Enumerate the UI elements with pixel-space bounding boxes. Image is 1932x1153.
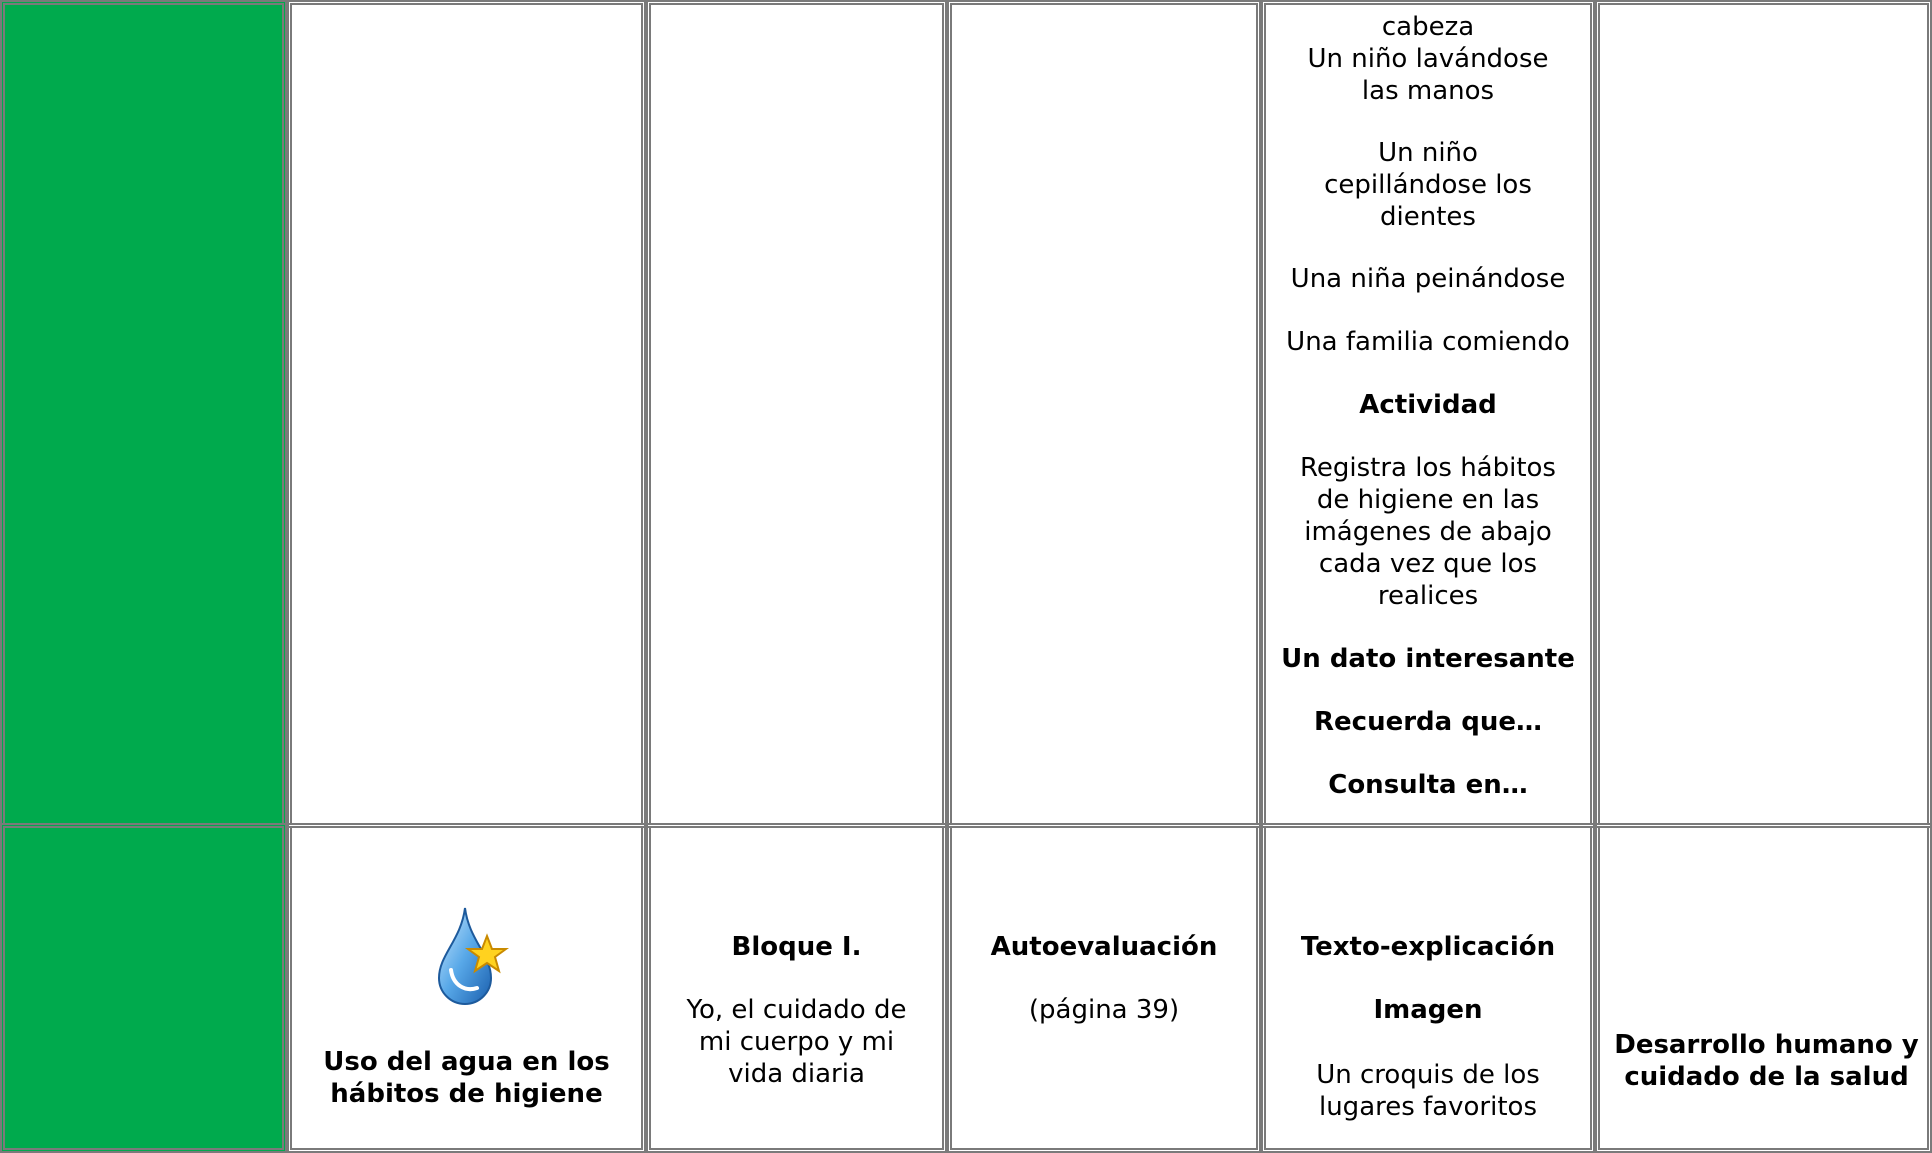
evaluation-page: (página 39) <box>1028 995 1180 1025</box>
topic-title: Uso del agua en los hábitos de higiene <box>323 1047 610 1109</box>
axis-title: Desarrollo humano y cuidado de la salud <box>1614 1030 1919 1092</box>
resource-image-label: Imagen <box>1373 995 1483 1025</box>
water-drop-star-icon <box>431 900 511 1010</box>
resource-line-consulta: Consulta en… <box>1328 770 1528 800</box>
evaluation-title: Autoevaluación <box>990 932 1218 962</box>
resource-line-peinandose: Una niña peinándose <box>1290 264 1566 294</box>
resource-line-recuerda: Recuerda que… <box>1314 707 1542 737</box>
resource-image-description: Un croquis de los lugares favoritos <box>1316 1060 1540 1122</box>
row2-axis-cell <box>1595 823 1932 1153</box>
resource-line-registra: Registra los hábitos de higiene en las imágenes de abajo cada vez que los realices <box>1300 453 1556 611</box>
resource-title: Texto-explicación <box>1300 932 1556 962</box>
resource-line-dato: Un dato interesante <box>1281 644 1575 674</box>
row2-resources-cell <box>1261 823 1595 1153</box>
resource-line-familia: Una familia comiendo <box>1286 327 1570 357</box>
row1-axis-cell <box>1595 0 1932 828</box>
block-description: Yo, el cuidado de mi cuerpo y mi vida diaria <box>686 995 907 1089</box>
row1-resources-text <box>1266 11 1590 801</box>
row1-color-cell <box>0 0 287 828</box>
row2-topic-cell <box>287 823 646 1153</box>
block-title: Bloque I. <box>731 932 862 962</box>
resource-line-cabeza: cabeza <box>1381 12 1475 42</box>
resource-line-dientes: Un niño cepillándose los dientes <box>1324 138 1532 232</box>
row1-resources-cell <box>1261 0 1595 828</box>
row2-color-cell <box>0 823 287 1153</box>
resource-line-manos: Un niño lavándose las manos <box>1307 44 1549 106</box>
resource-line-actividad: Actividad <box>1359 390 1497 420</box>
row2-evaluation-cell <box>947 823 1261 1153</box>
row1-block-cell <box>646 0 947 828</box>
row2-block-cell <box>646 823 947 1153</box>
row1-evaluation-cell <box>947 0 1261 828</box>
row1-topic-cell <box>287 0 646 828</box>
